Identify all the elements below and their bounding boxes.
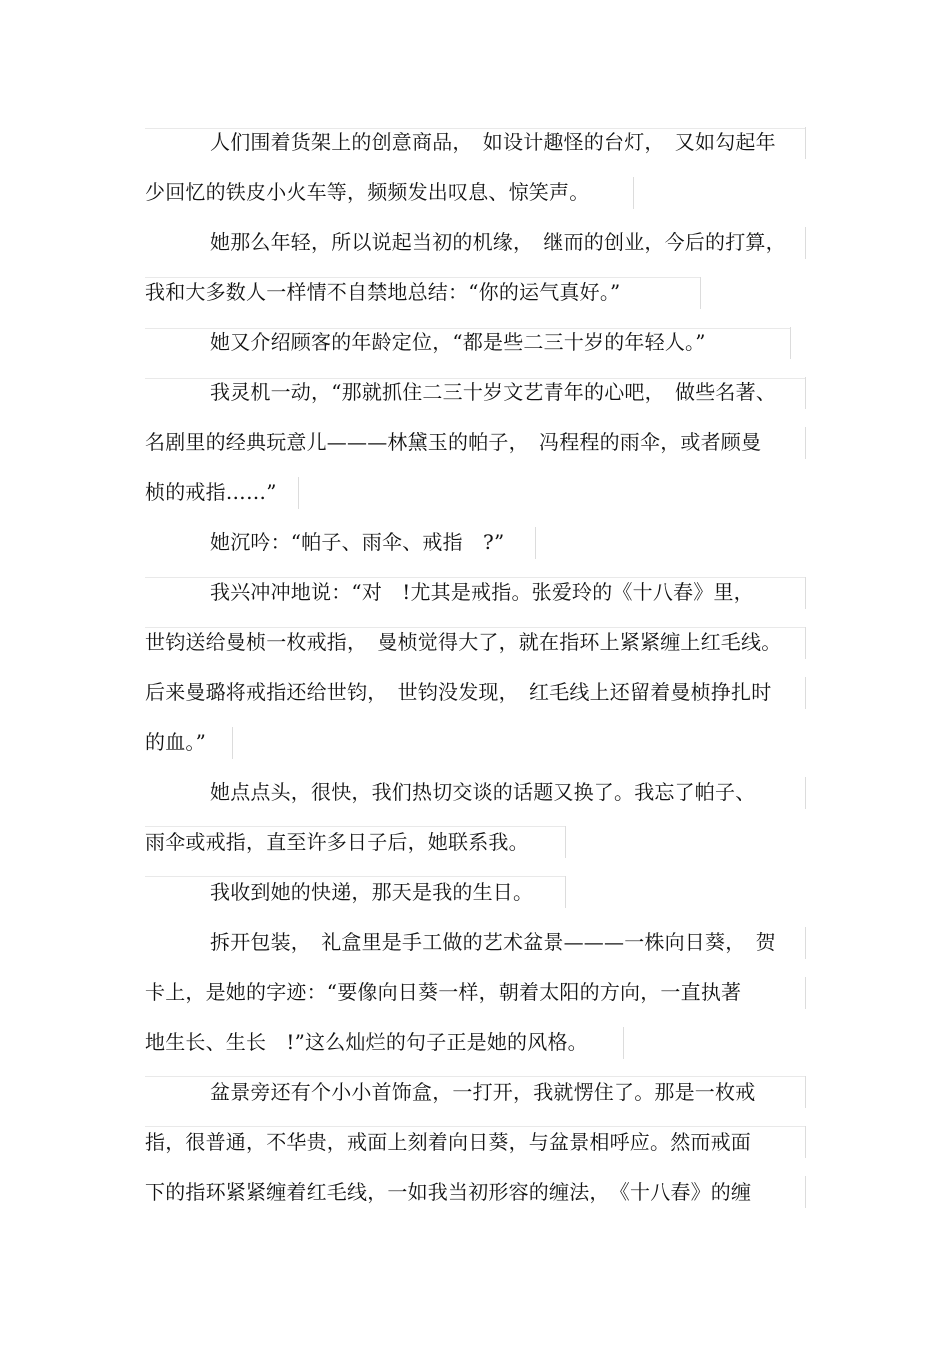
text-line: 桢的戒指……”	[145, 480, 277, 504]
rule	[805, 127, 806, 159]
rule	[805, 377, 806, 409]
rule	[805, 677, 806, 709]
text-line: 她沉吟：“帕子、雨伞、戒指 ?”	[210, 530, 505, 554]
rule	[805, 1176, 806, 1208]
text-line: 盆景旁还有个小小首饰盒，一打开，我就愣住了。那是一枚戒	[210, 1080, 756, 1104]
text-line: 指，很普通，不华贵，戒面上刻着向日葵，与盆景相呼应。然而戒面	[145, 1130, 751, 1154]
text-line: 人们围着货架上的创意商品， 如设计趣怪的台灯， 又如勾起年	[210, 130, 776, 154]
text-line: 下的指环紧紧缠着红毛线，一如我当初形容的缠法， 《十八春》的缠	[145, 1180, 752, 1204]
rule	[805, 227, 806, 259]
rule	[700, 277, 701, 309]
text-line: 我收到她的快递，那天是我的生日。	[210, 880, 534, 904]
rule	[805, 577, 806, 609]
text-line: 卡上，是她的字迹：“要像向日葵一样，朝着太阳的方向，一直执著	[145, 980, 742, 1004]
text-line: 名剧里的经典玩意儿———林黛玉的帕子， 冯程程的雨伞，或者顾曼	[145, 430, 762, 454]
text-line: 她又介绍顾客的年龄定位，“都是些二三十岁的年轻人。”	[210, 330, 706, 354]
rule	[565, 876, 566, 908]
rule	[790, 327, 791, 359]
rule	[805, 1076, 806, 1108]
rule	[805, 427, 806, 459]
text-line: 我兴冲冲地说：“对 !尤其是戒指。张爱玲的《十八春》里，	[210, 580, 754, 604]
rule	[805, 777, 806, 809]
text-line: 雨伞或戒指，直至许多日子后，她联系我。	[145, 830, 529, 854]
rule	[805, 977, 806, 1009]
text-line: 的血。”	[145, 730, 207, 754]
text-line: 我和大多数人一样情不自禁地总结：“你的运气真好。”	[145, 280, 621, 304]
text-line: 我灵机一动，“那就抓住二三十岁文艺青年的心吧， 做些名著、	[210, 380, 777, 404]
rule	[805, 927, 806, 959]
rule	[623, 1027, 624, 1059]
rule	[535, 527, 536, 559]
text-line: 世钧送给曼桢一枚戒指， 曼桢觉得大了，就在指环上紧紧缠上红毛线。	[145, 630, 782, 654]
rule	[565, 826, 566, 858]
text-line: 她那么年轻，所以说起当初的机缘， 继而的创业，今后的打算，	[210, 230, 786, 254]
rule	[805, 1126, 806, 1158]
text-line: 她点点头，很快，我们热切交谈的话题又换了。我忘了帕子、	[210, 780, 756, 804]
rule	[633, 177, 634, 209]
text-line: 地生长、生长 !”这么灿烂的句子正是她的风格。	[145, 1030, 588, 1054]
rule	[298, 477, 299, 509]
text-line: 拆开包装， 礼盒里是手工做的艺术盆景———一株向日葵， 贺	[210, 930, 776, 954]
rule	[232, 727, 233, 759]
rule	[805, 627, 806, 659]
text-line: 少回忆的铁皮小火车等，频频发出叹息、惊笑声。	[145, 180, 590, 204]
text-line: 后来曼璐将戒指还给世钧， 世钧没发现， 红毛线上还留着曼桢挣扎时	[145, 680, 772, 704]
